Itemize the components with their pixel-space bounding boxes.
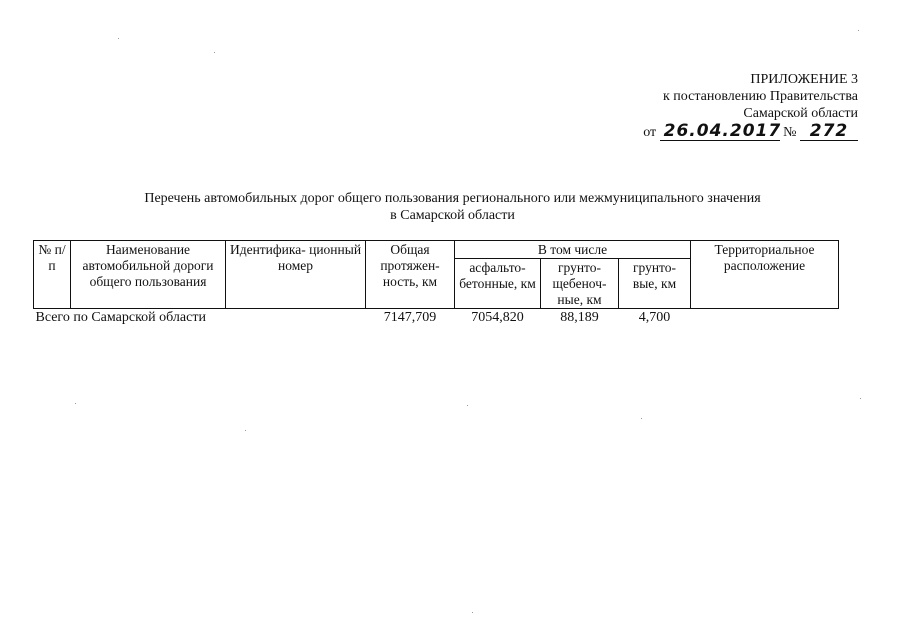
- scan-speck: [467, 405, 468, 406]
- roads-table: [33, 240, 839, 326]
- scan-speck: [118, 38, 119, 39]
- document-title-line1: Перечень автомобильных дорог общего пользования регионального или межмуниципального значения: [144, 191, 761, 206]
- header-location: Территориальное расположение: [691, 241, 839, 309]
- table-header-row: [34, 241, 839, 259]
- appendix-header: [643, 71, 858, 141]
- handwritten-date: 26.04.2017: [660, 122, 780, 141]
- header-asphalt: асфальто- бетонные, км: [455, 259, 541, 309]
- scan-speck: [75, 403, 76, 404]
- header-dirt: грунто- вые, км: [619, 259, 691, 309]
- scan-speck: [214, 52, 215, 53]
- header-name: Наименование автомобильной дороги общего пользования: [71, 241, 226, 309]
- total-label: Всего по Самарской области: [35, 310, 206, 325]
- handwritten-number: 272: [800, 122, 858, 141]
- appendix-line2: Самарской области: [743, 106, 858, 121]
- table-row-total: [34, 309, 839, 327]
- header-id: Идентифика- ционный номер: [226, 241, 366, 309]
- header-total: Общая протяжен- ность, км: [366, 241, 455, 309]
- appendix-line1: к постановлению Правительства: [662, 89, 858, 104]
- appendix-title: ПРИЛОЖЕНИЕ 3: [750, 72, 858, 87]
- total-location-cell: [691, 309, 839, 327]
- total-length: 7147,709: [383, 310, 437, 325]
- scan-speck: [641, 418, 642, 419]
- header-including: В том числе: [455, 241, 691, 259]
- number-prefix: №: [783, 125, 797, 140]
- appendix-date-line: [643, 122, 858, 141]
- header-gravel: грунто- щебеноч- ные, км: [541, 259, 619, 309]
- total-id-cell: [226, 309, 366, 327]
- scan-speck: [858, 30, 859, 31]
- scan-speck: [245, 430, 246, 431]
- header-num: № п/п: [34, 241, 71, 309]
- date-prefix: от: [643, 125, 657, 140]
- total-dirt: 4,700: [638, 310, 671, 325]
- scan-speck: [860, 398, 861, 399]
- total-gravel: 88,189: [560, 310, 599, 325]
- document-title-line2: в Самарской области: [390, 208, 515, 223]
- document-title: [0, 190, 905, 224]
- total-asphalt: 7054,820: [471, 310, 524, 325]
- scan-speck: [472, 612, 473, 613]
